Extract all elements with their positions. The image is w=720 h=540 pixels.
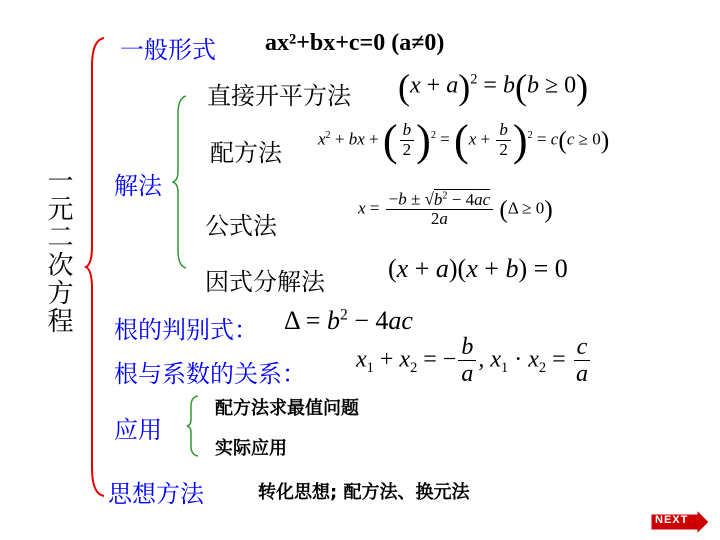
vieta-label: 根与系数的关系： (114, 360, 306, 388)
thinking-label: 思想方法 (108, 480, 204, 508)
vertical-title-text: 一元二次方程 (43, 167, 73, 335)
formula-factoring: (x + a)(x + b) = 0 (388, 254, 568, 283)
application-label: 应用 (114, 416, 162, 444)
general-form-label: 一般形式 (120, 36, 216, 64)
general-form-formula: ax²+bx+c=0 (a≠0) (265, 30, 445, 56)
vieta-formula: $x_1 + x_2$ = − $\frac{b}{a}$ , $x_1 \cdot x_2$ = $\frac{c}{a}$ (356, 334, 592, 388)
discriminant-formula: $\Delta = b^2 - 4ac$ (284, 306, 413, 335)
method-direct-sqrt: 直接开平方法 (207, 82, 351, 110)
method-factoring: 因式分解法 (205, 268, 325, 296)
discriminant-label: 根的判别式： (114, 316, 258, 344)
main-brace (84, 36, 108, 498)
formula-direct-sqrt: $(x + a)^2 = b(b \ge 0)$ (398, 67, 589, 107)
method-completing-square: 配方法 (210, 139, 282, 167)
methods-brace (172, 94, 188, 270)
application-item-extremum: 配方法求最值问题 (215, 398, 359, 419)
solutions-label: 解法 (114, 172, 162, 200)
formula-completing-square: $x^2$ + bx + ( $\frac{b}{2}$ )$^2$ = (x + $\frac{b}{2}$ )$^2$ = c(c ≥ 0) (318, 116, 610, 165)
formula-quadratic: x = $\frac{-b \pm √b^2 - 4ac}{2a}$ (Δ ≥ 0) (358, 189, 553, 229)
method-quadratic-formula: 公式法 (205, 212, 277, 240)
vertical-title (44, 166, 74, 336)
next-button[interactable] (649, 510, 711, 534)
application-brace (186, 394, 200, 458)
application-item-practical: 实际应用 (215, 438, 287, 459)
next-button-label: NEXT (655, 514, 689, 526)
thinking-content: 转化思想; 配方法、换元法 (258, 482, 470, 503)
